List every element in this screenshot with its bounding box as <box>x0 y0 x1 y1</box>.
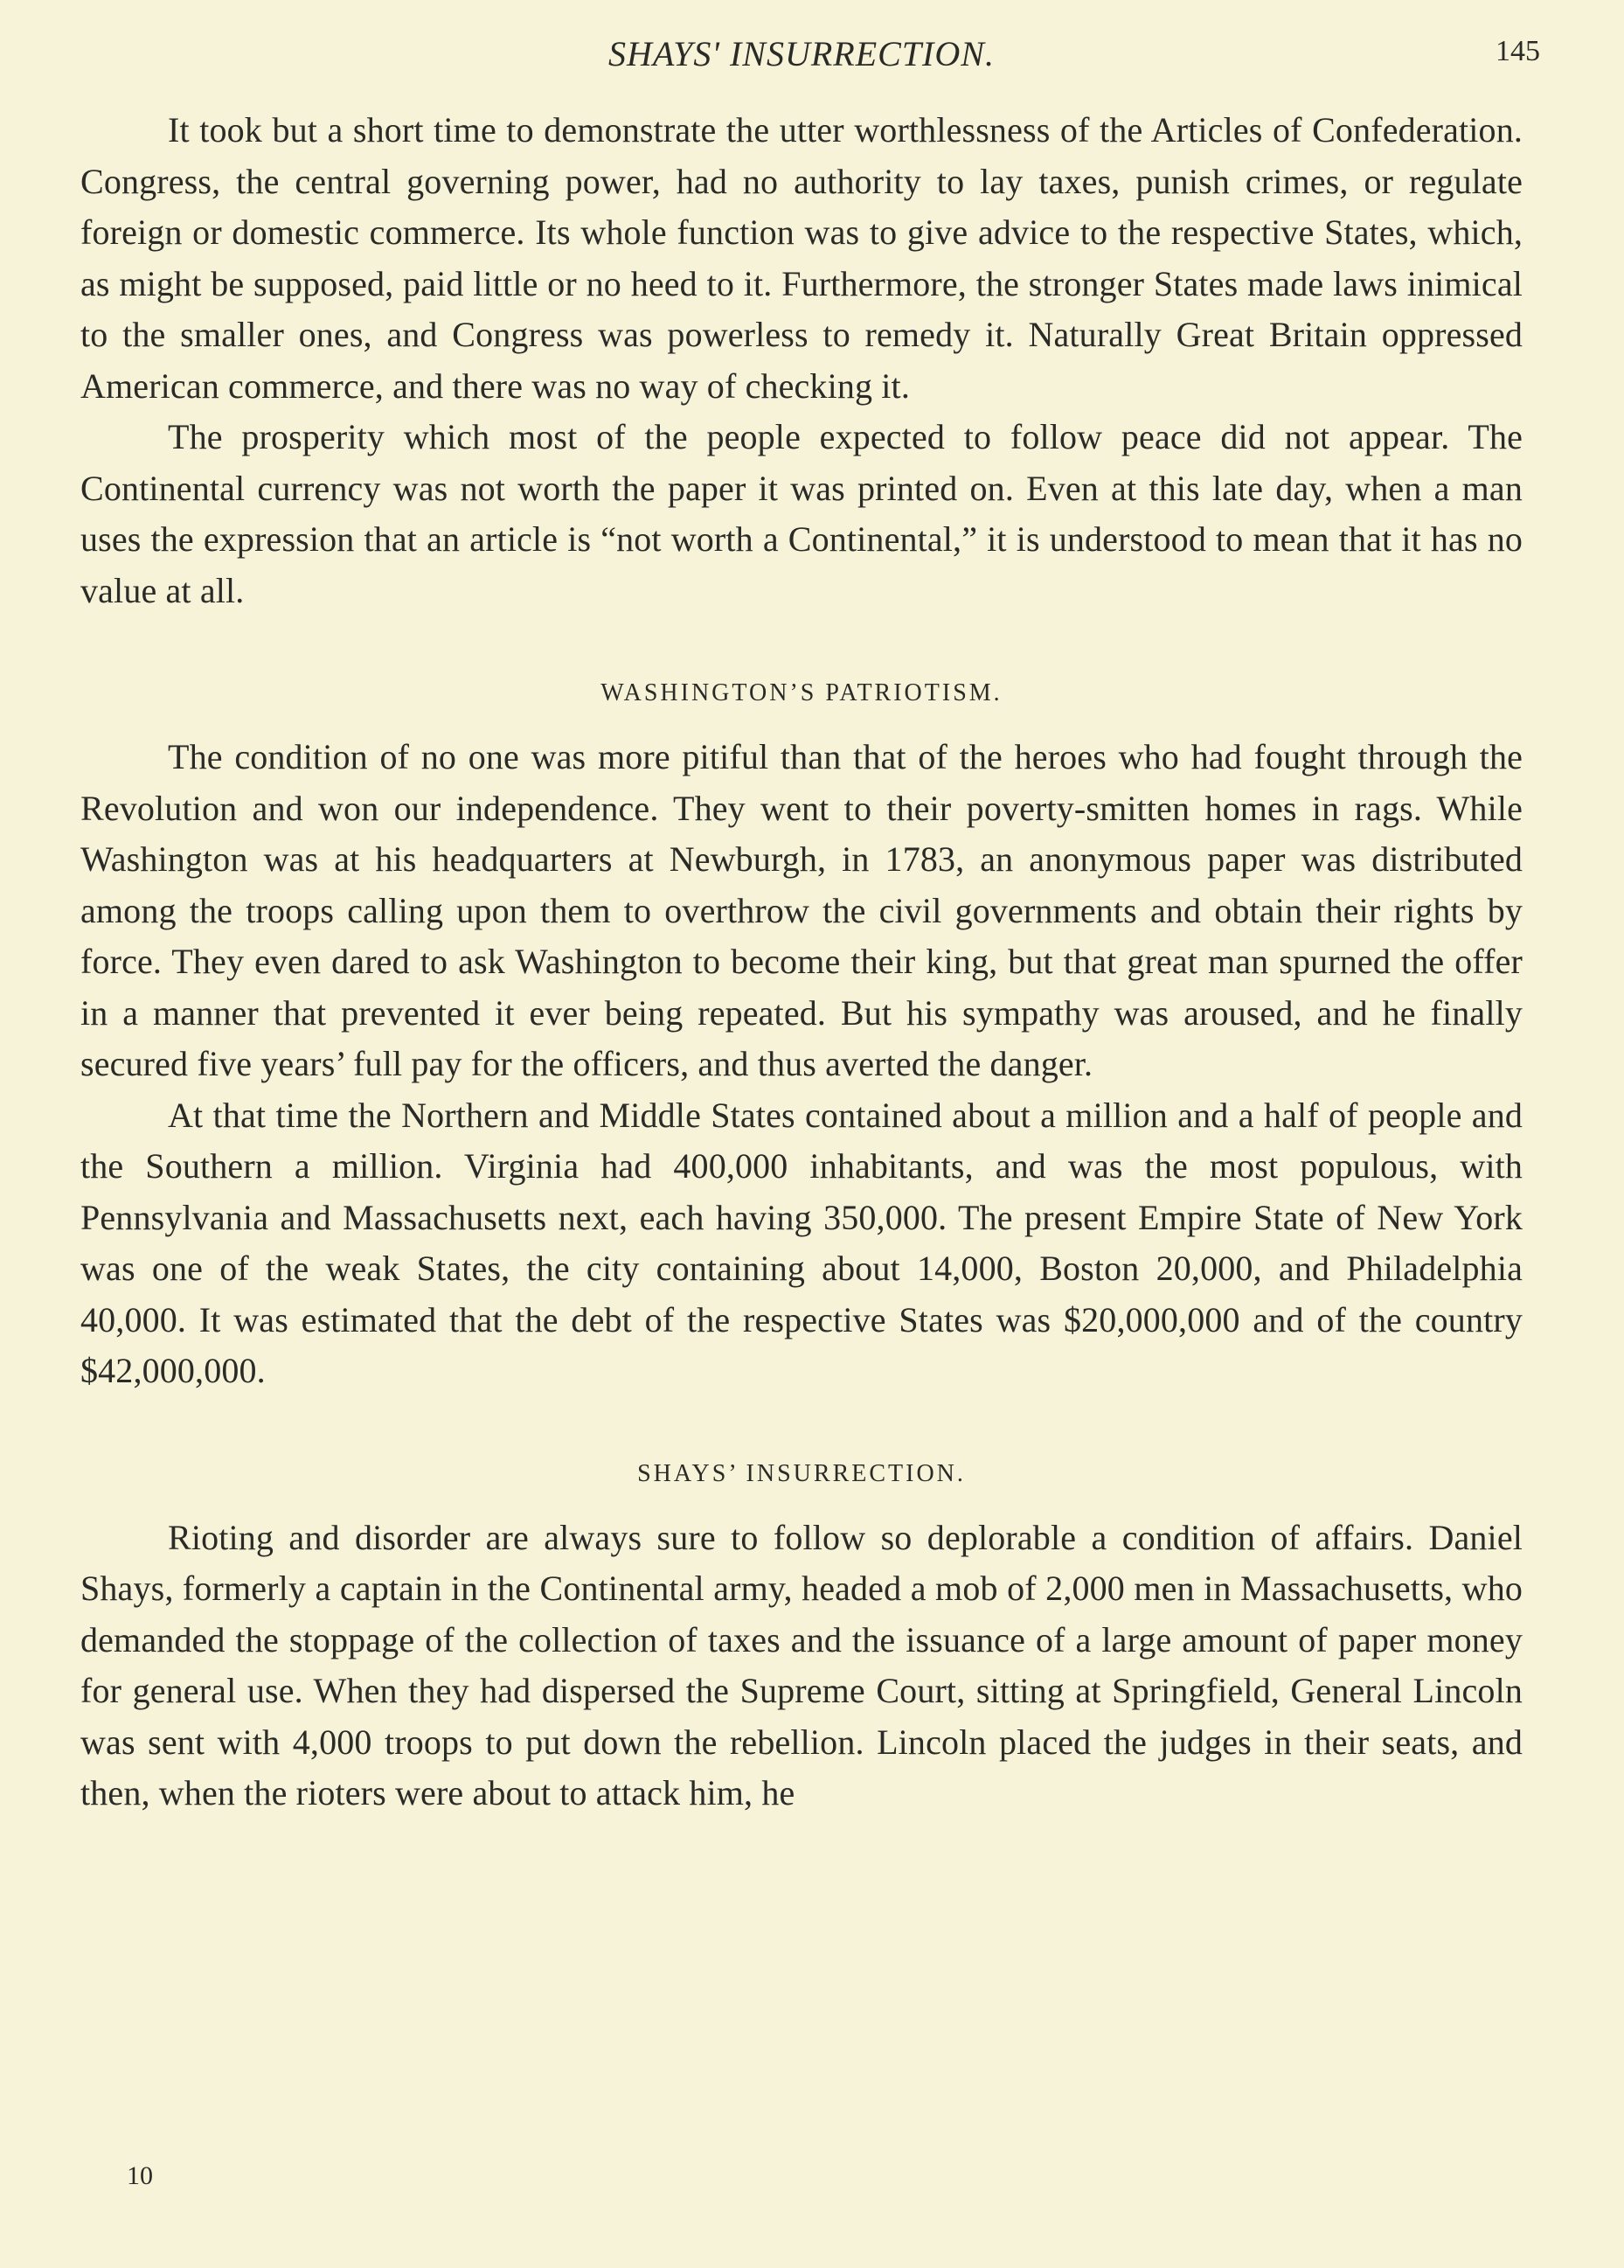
paragraph-heroes-condition: The condition of no one was more pitiful than that of the heroes who had fought through the Revolution and won our independence. They went to their poverty-smitten homes in rags. While Washington was at his headquarters at Newburgh, in 1783, an anonymous paper was distributed among the troops calling upon them to overthrow the civil governments and obtain their rights by force. They even dared to ask Washington to become their king, but that great man spurned the offer in a manner that prevented it ever being repeated. But his sympathy was aroused, and he finally secured five years’ full pay for the officers, and thus averted the danger. <box>80 737 1523 1083</box>
page-number: 145 <box>1496 35 1540 67</box>
book-page <box>80 33 1540 1819</box>
paragraph-continental-currency: The prosperity which most of the people expected to follow peace did not appear. The Continental currency was not worth the paper it was printed on. Even at this late day, when a man uses the expression that an article is “not worth a Continental,” it is understood to mean that it has no value at all. <box>80 417 1523 610</box>
section-heading-washingtons-patriotism: WASHINGTON’S PATRIOTISM. <box>600 679 1003 706</box>
section-heading-shays-insurrection: SHAYS’ INSURRECTION. <box>637 1459 966 1487</box>
running-title: SHAYS' INSURRECTION. <box>608 34 995 73</box>
paragraph-rioting-and-disorder: Rioting and disorder are always sure to follow so deplorable a condition of affairs. Daniel Shays, formerly a captain in the Continental army, headed a mob of 2,000 men in Massachusetts, who demanded the stoppage of the collection of taxes and the issuance of a large amount of paper money for general use. When they had dispersed the Supreme Court, sitting at Springfield, General Lincoln was sent with 4,000 troops to put down the rebellion. Lincoln placed the judges in their seats, and then, when the rioters were about to attack him, he <box>80 1517 1523 1812</box>
paragraph-population-and-debt: At that time the Northern and Middle States contained about a million and a half of people and the Southern a million. Virginia had 400,000 inhabitants, and was the most populous, with Pennsylvania and Massachusetts next, each having 350,000. The present Empire State of New York was one of the weak States, the city containing about 14,000, Boston 20,000, and Philadelphia 40,000. It was estimated that the debt of the respective States was $20,000,000 and of the country $42,000,000. <box>80 1095 1523 1390</box>
signature-mark: 10 <box>127 2161 153 2190</box>
paragraph-articles-of-confederation: It took but a short time to demonstrate the utter worthlessness of the Articles of Confederation. Congress, the central governing power, had no authority to lay taxes, punish crimes, or regulate foreign or domestic commerce. Its whole function was to give advice to the respective States, which, as might be supposed, paid little or no heed to it. Furthermore, the stronger States made laws inimical to the smaller ones, and Congress was powerless to remedy it. Naturally Great Britain oppressed American commerce, and there was no way of checking it. <box>80 110 1523 406</box>
running-head <box>80 33 1540 86</box>
